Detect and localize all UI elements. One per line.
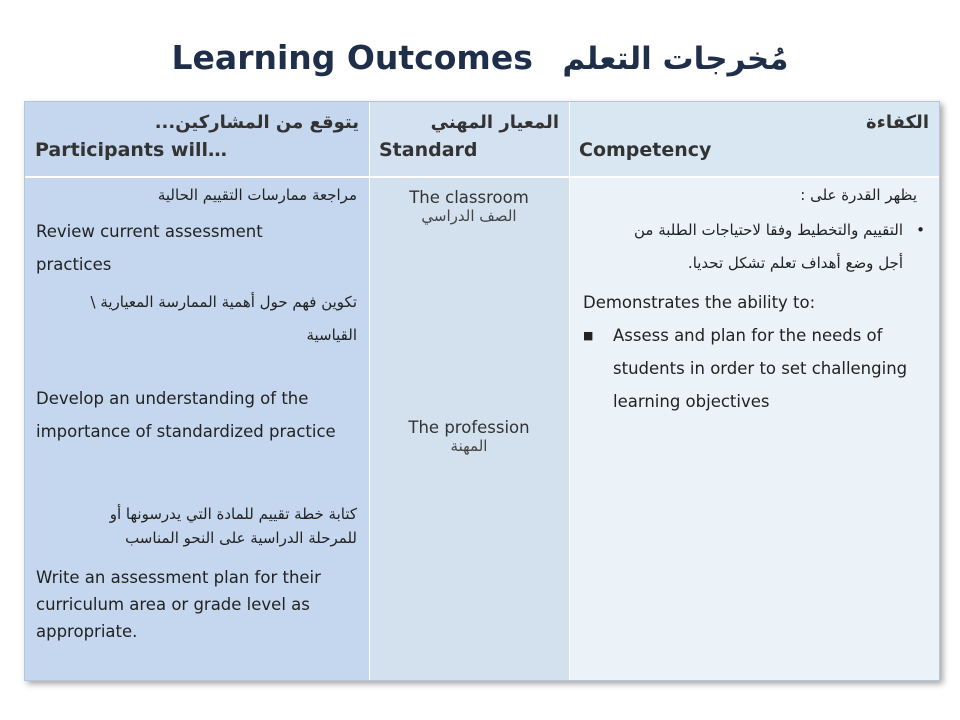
competency-column xyxy=(569,102,939,680)
competency-intro-english: Demonstrates the ability to: xyxy=(583,293,816,312)
participants-item-3-english: Write an assessment plan for their curriculum area or grade level as appropriate. xyxy=(36,568,321,641)
participants-item-2-english: Develop an understanding of the importance of standardized practice xyxy=(36,389,336,441)
outcomes-table xyxy=(24,101,940,681)
standard-header-english: Standard xyxy=(379,139,478,161)
standard-classroom xyxy=(369,188,569,225)
bullet-icon: • xyxy=(916,221,925,239)
participants-item-3-arabic: كتابة خطة تقييم للمادة التي يدرسونها أو للمرحلة الدراسية على النحو المناسب xyxy=(109,505,357,547)
standard-profession-arabic: المهنة xyxy=(450,437,488,455)
column-divider xyxy=(369,102,370,680)
competency-bullet-arabic: التقييم والتخطيط وفقا لاحتياجات الطلبة من أجل وضع أهداف تعلم تشكل تحديا. xyxy=(633,221,903,272)
competency-header-arabic: الكفاءة xyxy=(866,112,929,133)
participants-body xyxy=(25,176,369,680)
standard-column xyxy=(369,102,569,680)
competency-body xyxy=(569,176,939,680)
standard-profession xyxy=(369,418,569,455)
title-arabic: مُخرجات التعلم xyxy=(562,41,789,77)
participants-column xyxy=(25,102,369,680)
column-divider xyxy=(569,102,570,680)
competency-bullet-english: Assess and plan for the needs of students in order to set challenging learning objectives xyxy=(613,326,908,411)
participants-item-1-arabic: مراجعة ممارسات التقييم الحالية xyxy=(157,186,357,204)
participants-item-1-english: Review current assessment practices xyxy=(36,222,263,274)
competency-intro-arabic: يظهر القدرة على : xyxy=(800,186,917,204)
standard-profession-english: The profession xyxy=(408,418,530,437)
standard-header-arabic: المعيار المهني xyxy=(430,112,559,133)
participants-item-2-arabic: تكوين فهم حول أهمية الممارسة المعيارية \ القياسية xyxy=(90,293,357,344)
standard-classroom-english: The classroom xyxy=(409,188,529,207)
title-english: Learning Outcomes xyxy=(171,38,533,77)
standard-classroom-arabic: الصف الدراسي xyxy=(421,207,517,225)
standard-header xyxy=(369,102,569,176)
page-title xyxy=(0,38,960,77)
participants-header-english: Participants will… xyxy=(35,139,228,161)
competency-bullet-english-row xyxy=(583,319,927,418)
participants-header-arabic: يتوقع من المشاركين... xyxy=(154,112,359,133)
square-bullet-icon: ■ xyxy=(583,329,594,342)
competency-bullet-arabic-row xyxy=(609,214,925,280)
participants-header xyxy=(25,102,369,176)
standard-body xyxy=(369,176,569,680)
competency-header xyxy=(569,102,939,176)
competency-header-english: Competency xyxy=(579,139,712,161)
